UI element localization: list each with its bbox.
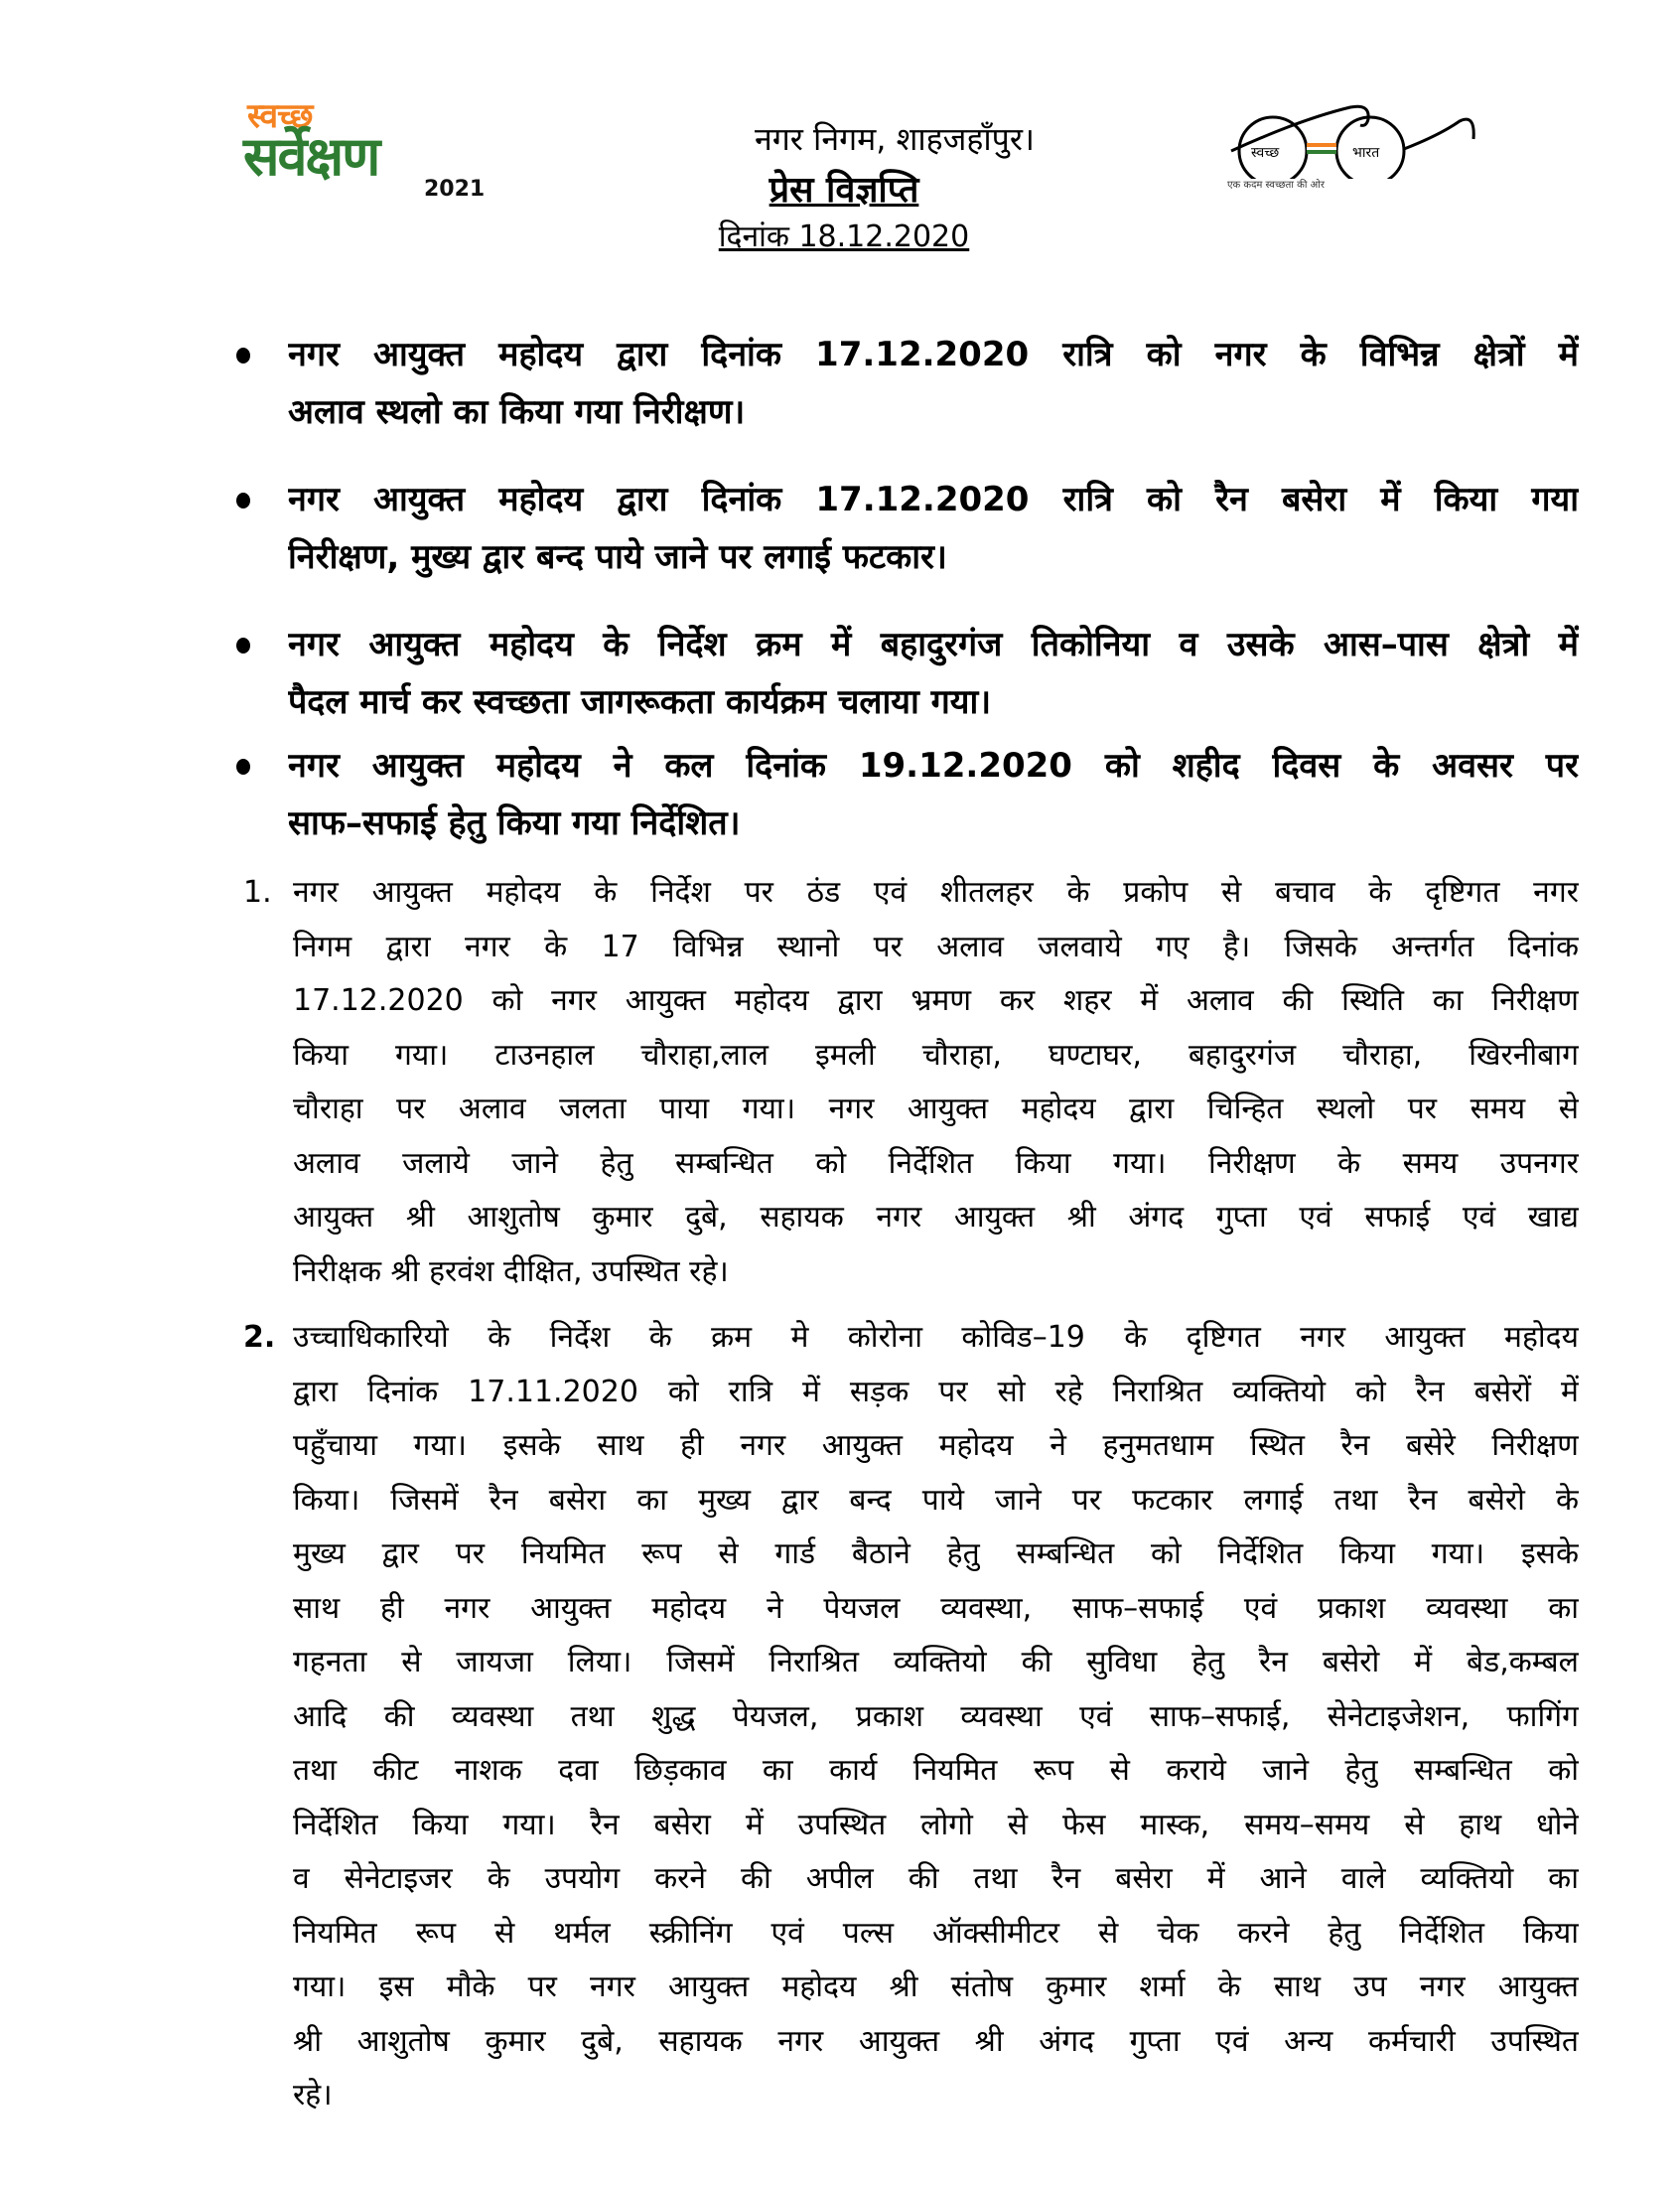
paragraph-line: निर्देशित किया गया। रैन बसेरा में उपस्थित लोगो से फेस मास्क, समय–समय से हाथ धोने: [293, 1807, 1579, 1842]
paragraph-line: साथ ही नगर आयुक्त महोदय ने पेयजल व्यवस्था, साफ–सफाई एवं प्रकाश व्यवस्था का: [293, 1590, 1579, 1626]
bullet-line: निरीक्षण, मुख्य द्वार बन्द पाये जाने पर लगाई फटकार।: [288, 537, 947, 577]
logo-left-lens-text: स्वच्छ: [1251, 145, 1280, 161]
document-date: दिनांक 18.12.2020: [718, 219, 970, 254]
bullet-line: नगर आयुक्त महोदय द्वारा दिनांक 17.12.2020 रात्रि को रैन बसेरा में किया गया: [288, 480, 1579, 519]
paragraph-number: 1.: [243, 875, 272, 910]
logo-swachh-text: स्वच्छ: [247, 96, 313, 136]
paragraph-line: श्री आशुतोष कुमार दुबे, सहायक नगर आयुक्त श्री अंगद गुप्ता एवं अन्य कर्मचारी उपस्थित: [293, 2023, 1579, 2059]
bullet-item: [228, 737, 1579, 852]
bullet-line: नगर आयुक्त महोदय के निर्देश क्रम में बहादुरगंज तिकोनिया व उसके आस–पास क्षेत्रो में: [288, 625, 1579, 664]
bullet-line: नगर आयुक्त महोदय ने कल दिनांक 19.12.2020 को शहीद दिवस के अवसर पर: [288, 746, 1579, 786]
organization-name: नगर निगम, शाहजहाँपुर।: [755, 120, 1036, 158]
paragraph-line: मुख्य द्वार पर नियमित रूप से गार्ड बैठाने हेतु सम्बन्धित को निर्देशित किया गया। इसके: [293, 1536, 1579, 1571]
paragraph-2: [243, 1311, 1579, 2123]
bullet-line: साफ–सफाई हेतु किया गया निर्देशित।: [288, 803, 741, 843]
bullet-dot-icon: [236, 638, 250, 654]
logo-tagline: एक कदम स्वच्छता की ओर: [1227, 180, 1325, 191]
paragraph-line: किया गया। टाउनहाल चौराहा,लाल इमली चौराहा, घण्टाघर, बहादुरगंज चौराहा, खिरनीबाग: [293, 1037, 1579, 1073]
swachh-survekshan-logo: [243, 91, 486, 202]
paragraph-line: नियमित रूप से थर्मल स्क्रीनिंग एवं पल्स ऑक्सीमीटर से चेक करने हेतु निर्देशित किया: [293, 1915, 1579, 1951]
paragraph-line: निरीक्षक श्री हरवंश दीक्षित, उपस्थित रहे।: [293, 1253, 729, 1289]
document-header: [635, 117, 1052, 255]
bullet-item: [228, 616, 1579, 731]
bullet-line: पैदल मार्च कर स्वच्छता जागरूकता कार्यक्रम चलाया गया।: [288, 682, 992, 722]
paragraph-line: आयुक्त श्री आशुतोष कुमार दुबे, सहायक नगर आयुक्त श्री अंगद गुप्ता एवं सफाई एवं खाद्य: [293, 1200, 1579, 1235]
paragraph-line: उच्चाधिकारियो के निर्देश के क्रम मे कोरोना कोविड–19 के दृष्टिगत नगर आयुक्त महोदय: [293, 1320, 1579, 1355]
paragraph-line: व सेनेटाइजर के उपयोग करने की अपील की तथा रैन बसेरा में आने वाले व्यक्तियो का: [293, 1861, 1579, 1896]
glasses-icon: [1221, 99, 1479, 179]
paragraph-line: गहनता से जायजा लिया। जिसमें निराश्रित व्यक्तियो की सुविधा हेतु रैन बसेरो में बेड,कम्बल: [293, 1645, 1579, 1679]
paragraph-body: [293, 1311, 1579, 2123]
bullet-line: अलाव स्थलो का किया गया निरीक्षण।: [288, 392, 746, 432]
bullet-item: [228, 326, 1579, 441]
logo-year-text: 2021: [424, 177, 486, 202]
paragraph-line: तथा कीट नाशक दवा छिड़काव का कार्य नियमित रूप से कराये जाने हेतु सम्बन्धित को: [293, 1753, 1579, 1788]
paragraph-line: गया। इस मौके पर नगर आयुक्त महोदय श्री संतोष कुमार शर्मा के साथ उप नगर आयुक्त: [293, 1969, 1579, 2004]
bullet-dot-icon: [236, 493, 250, 509]
paragraph-line: निगम द्वारा नगर के 17 विभिन्न स्थानो पर अलाव जलवाये गए है। जिसके अन्तर्गत दिनांक: [293, 929, 1579, 964]
paragraph-line: रहे।: [293, 2078, 333, 2112]
paragraph-line: पहुँचाया गया। इसके साथ ही नगर आयुक्त महोदय ने हनुमतधाम स्थित रैन बसेरे निरीक्षण: [293, 1428, 1579, 1463]
paragraph-body: [293, 866, 1579, 1299]
logo-survekshan-text: सर्वेक्षण: [243, 125, 379, 188]
bullet-list: [228, 326, 1579, 882]
paragraph-number: 2.: [243, 1320, 276, 1355]
logo-right-lens-text: भारत: [1352, 145, 1380, 161]
paragraph-line: चौराहा पर अलाव जलता पाया गया। नगर आयुक्त महोदय द्वारा चिन्हित स्थलो पर समय से: [293, 1092, 1579, 1126]
paragraph-line: आदि की व्यवस्था तथा शुद्ध पेयजल, प्रकाश व्यवस्था एवं साफ–सफाई, सेनेटाइजेशन, फागिंग: [293, 1698, 1579, 1734]
paragraph-line: द्वारा दिनांक 17.11.2020 को रात्रि में सड़क पर सो रहे निराश्रित व्यक्तियो को रैन बसेरों में: [293, 1374, 1579, 1409]
paragraph-line: किया। जिसमें रैन बसेरा का मुख्य द्वार बन्द पाये जाने पर फटकार लगाई तथा रैन बसेरो के: [293, 1482, 1579, 1518]
swachh-bharat-logo: [1221, 99, 1479, 199]
paragraph-line: 17.12.2020 को नगर आयुक्त महोदय द्वारा भ्रमण कर शहर में अलाव की स्थिति का निरीक्षण: [293, 983, 1579, 1018]
paragraph-line: नगर आयुक्त महोदय के निर्देश पर ठंड एवं शीतलहर के प्रकोप से बचाव के दृष्टिगत नगर: [293, 875, 1579, 910]
document-title: प्रेस विज्ञप्ति: [769, 170, 919, 211]
bullet-dot-icon: [236, 348, 250, 364]
paragraph-line: अलाव जलाये जाने हेतु सम्बन्धित को निर्देशित किया गया। निरीक्षण के समय उपनगर: [293, 1145, 1579, 1181]
bullet-item: [228, 471, 1579, 586]
bullet-dot-icon: [236, 759, 250, 775]
paragraph-1: [243, 866, 1579, 1299]
bullet-line: नगर आयुक्त महोदय द्वारा दिनांक 17.12.2020 रात्रि को नगर के विभिन्न क्षेत्रों में: [288, 335, 1579, 374]
